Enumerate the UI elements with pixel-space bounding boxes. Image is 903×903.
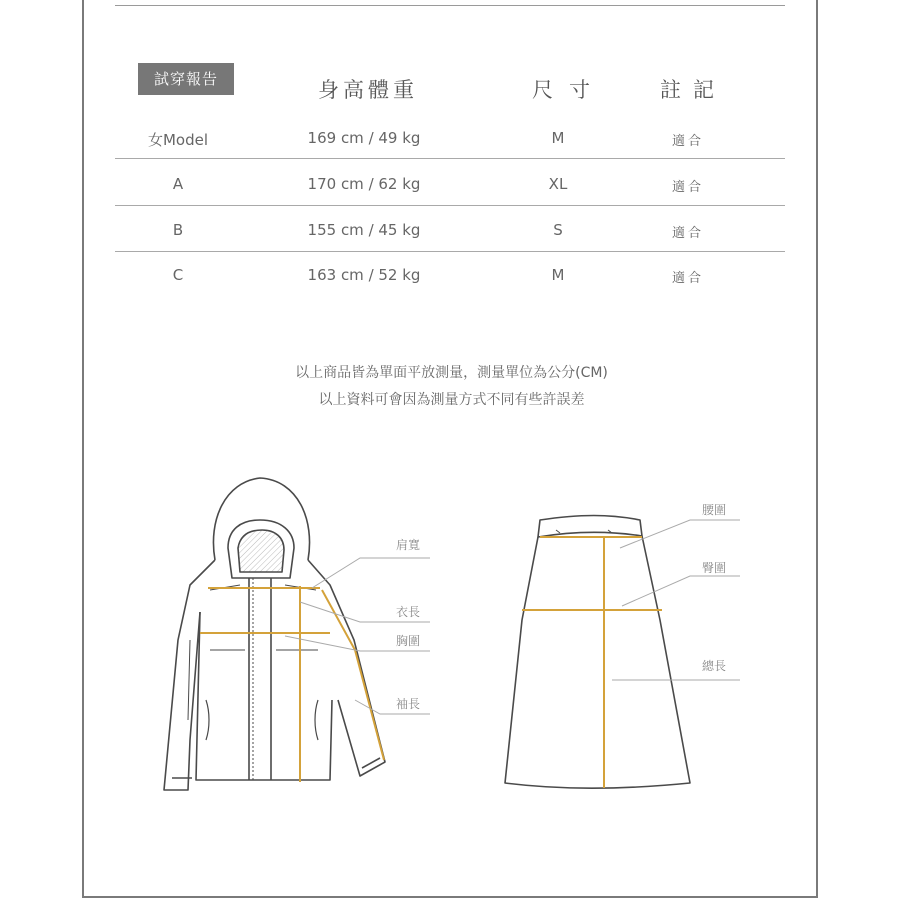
measurement-note-1: 以上商品皆為單面平放測量，測量單位為公分(CM): [295, 365, 608, 381]
label-sleeve-length: 袖長: [396, 697, 421, 711]
fitting-report-badge: 試穿報告: [138, 63, 234, 95]
row-body: 169 cm / 49 kg: [307, 129, 421, 147]
measurement-note-2: 以上資料可會因為測量方式不同有些許誤差: [318, 392, 585, 408]
header-size: 尺寸: [532, 78, 606, 102]
row-size: M: [551, 266, 565, 284]
header-note: 註記: [660, 78, 726, 102]
row-name: 女Model: [147, 131, 209, 149]
label-shoulder-width: 肩寬: [396, 538, 421, 552]
skirt-leader-lines: [612, 520, 740, 680]
row-body: 163 cm / 52 kg: [307, 266, 421, 284]
row-note: 適合: [671, 180, 705, 195]
row-name: A: [172, 175, 184, 193]
row-name: C: [172, 266, 184, 284]
label-jacket-length: 衣長: [396, 605, 421, 619]
jacket-measure-lines: [200, 586, 384, 782]
row-note: 適合: [671, 226, 705, 241]
row-note: 適合: [671, 134, 705, 149]
label-total-length: 總長: [702, 659, 727, 673]
skirt-outline: [505, 516, 690, 789]
row-body: 170 cm / 62 kg: [307, 175, 421, 193]
row-size: M: [551, 129, 565, 147]
row-body: 155 cm / 45 kg: [307, 221, 421, 239]
header-height-weight: 身高體重: [318, 78, 418, 102]
label-hip: 臀圍: [702, 561, 727, 575]
row-note: 適合: [671, 271, 705, 286]
label-chest: 胸圍: [396, 634, 421, 648]
row-size: XL: [548, 175, 568, 193]
row-name: B: [172, 221, 184, 239]
label-waist: 腰圍: [702, 503, 727, 517]
row-size: S: [553, 221, 563, 239]
skirt-measure-lines: [522, 537, 662, 788]
